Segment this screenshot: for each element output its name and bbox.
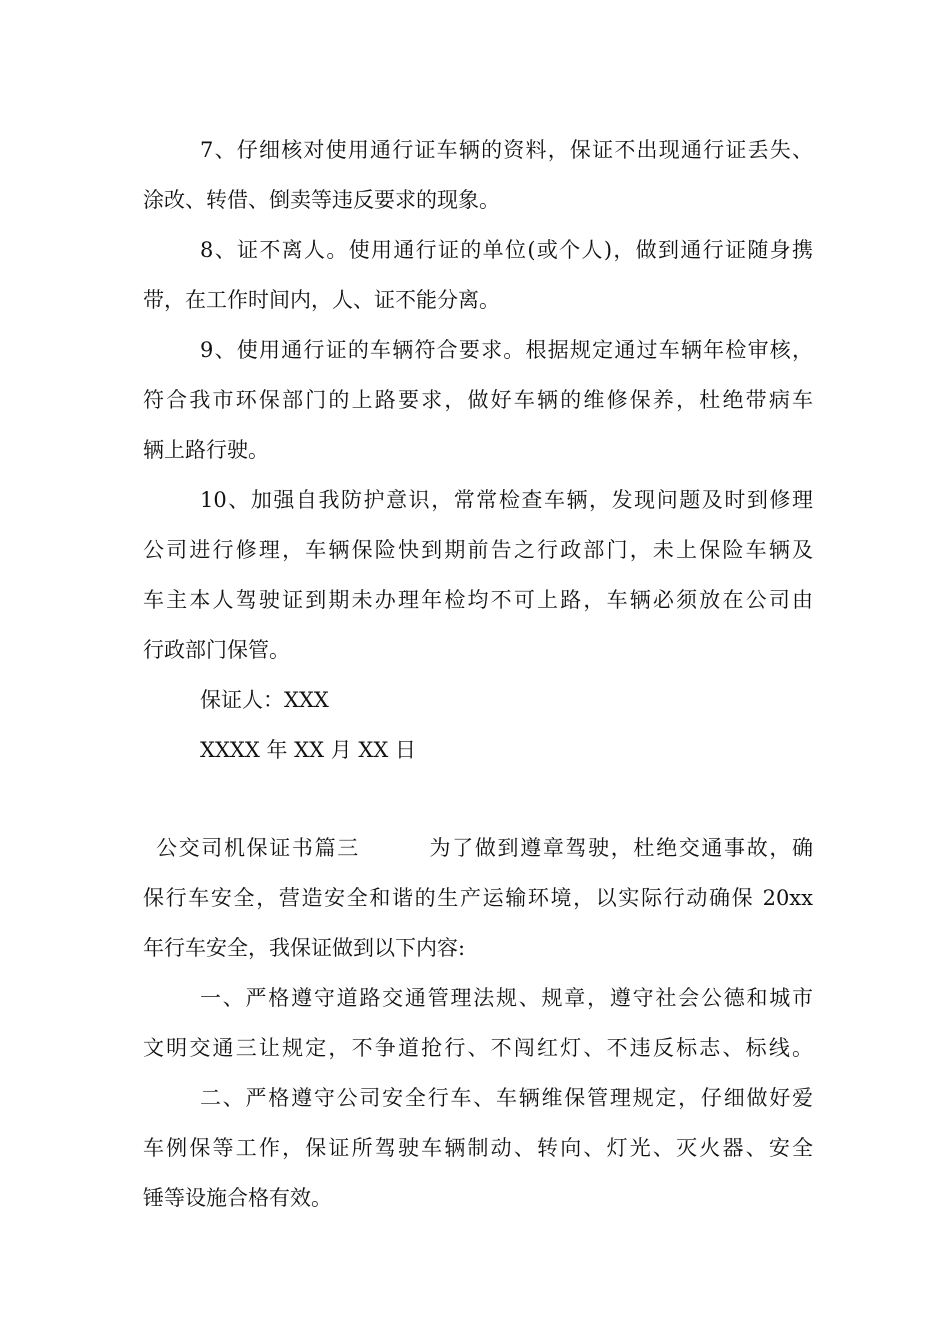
paragraph-7-line-2: 涂改、转借、倒卖等违反要求的现象。 [143, 188, 500, 212]
section-3-first-line [156, 834, 813, 862]
paragraph-9-line-3: 辆上路行驶。 [143, 438, 269, 462]
item-2-line-2: 车例保等工作，保证所驾驶车辆制动、转向、灯光、灭火器、安全 [143, 1136, 813, 1160]
paragraph-8-line-1: 8、证不离人。使用通行证的单位(或个人)，做到通行证随身携 [200, 238, 813, 262]
paragraph-9-line-1: 9、使用通行证的车辆符合要求。根据规定通过车辆年检审核， [200, 338, 813, 362]
paragraph-7-line-1: 7、仔细核对使用通行证车辆的资料，保证不出现通行证丢失、 [200, 138, 813, 162]
section-3-intro-line-1: 为了做到遵章驾驶，杜绝交通事故，确 [427, 836, 814, 860]
paragraph-9-line-2: 符合我市环保部门的上路要求，做好车辆的维修保养，杜绝带病车 [143, 388, 813, 412]
paragraph-8-line-2: 带，在工作时间内，人、证不能分离。 [143, 288, 500, 312]
signature-date: XXXX 年 XX 月 XX 日 [200, 738, 416, 762]
item-1-line-1: 一、严格遵守道路交通管理法规、规章，遵守社会公德和城市 [200, 986, 813, 1010]
paragraph-10-line-1: 10、加强自我防护意识，常常检查车辆，发现问题及时到修理 [200, 488, 813, 512]
paragraph-10-line-3: 车主本人驾驶证到期未办理年检均不可上路，车辆必须放在公司由 [143, 588, 813, 612]
guarantor-signature: 保证人：XXX [200, 688, 329, 712]
paragraph-10-line-2: 公司进行修理，车辆保险快到期前告之行政部门，未上保险车辆及 [143, 538, 813, 562]
section-3-intro-line-2: 保行车安全，营造安全和谐的生产运输环境，以实际行动确保 20xx [143, 886, 813, 910]
section-3-heading: 公交司机保证书篇三 [156, 836, 360, 860]
paragraph-10-line-4: 行政部门保管。 [143, 638, 290, 662]
section-3-intro-line-3: 年行车安全，我保证做到以下内容: [143, 936, 466, 960]
item-2-line-1: 二、严格遵守公司安全行车、车辆维保管理规定，仔细做好爱 [200, 1086, 813, 1110]
item-2-line-3: 锤等设施合格有效。 [143, 1186, 332, 1210]
item-1-line-2: 文明交通三让规定，不争道抢行、不闯红灯、不违反标志、标线。 [143, 1036, 813, 1060]
